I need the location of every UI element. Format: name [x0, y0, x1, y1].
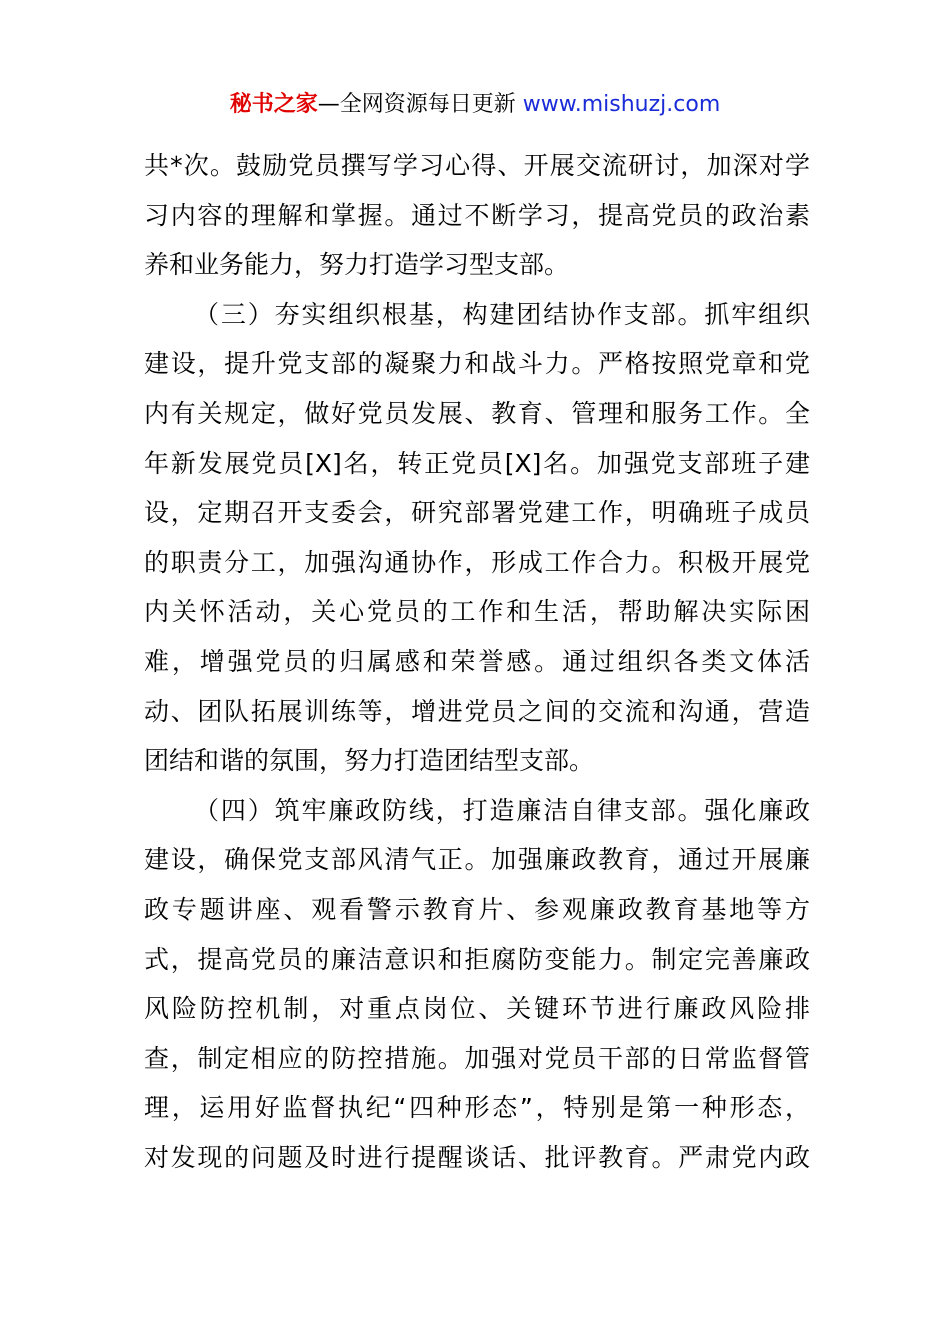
text-line: 对发现的问题及时进行提醒谈话、批评教育。严肃党内政	[144, 1142, 810, 1172]
text-line: 查，制定相应的防控措施。加强对党员干部的日常监督管	[144, 1043, 810, 1073]
text-line: 建设，确保党支部风清气正。加强廉政教育，通过开展廉	[144, 845, 810, 875]
text-line: 养和业务能力，努力打造学习型支部。	[144, 250, 570, 280]
text-line: 政专题讲座、观看警示教育片、参观廉政教育基地等方	[144, 894, 810, 924]
brand-name: 秘书之家	[229, 92, 318, 117]
text-line: 建设，提升党支部的凝聚力和战斗力。严格按照党章和党	[144, 349, 810, 379]
text-line: 内关怀活动，关心党员的工作和生活，帮助解决实际困	[144, 597, 810, 627]
text-line: 动、团队拓展训练等，增进党员之间的交流和沟通，营造	[144, 696, 810, 726]
text-line: 设，定期召开支委会，研究部署党建工作，明确班子成员	[144, 498, 810, 528]
document-body	[144, 141, 810, 1182]
text-line: 共*次。鼓励党员撰写学习心得、开展交流研讨，加深对学	[144, 151, 810, 180]
text-line: 风险防控机制，对重点岗位、关键环节进行廉政风险排	[144, 994, 810, 1024]
section-heading-line: （三）夯实组织根基，构建团结协作支部。抓牢组织	[194, 299, 810, 329]
text-line: 理，运用好监督执纪“四种形态”，特别是第一种形态，	[144, 1093, 810, 1123]
site-url: www.mishuzj.com	[522, 92, 721, 117]
text-line: 团结和谐的氛围，努力打造团结型支部。	[144, 746, 595, 776]
text-line: 式，提高党员的廉洁意识和拒腐防变能力。制定完善廉政	[144, 944, 810, 974]
section-heading-line: （四）筑牢廉政防线，打造廉洁自律支部。强化廉政	[194, 795, 810, 825]
text-line: 年新发展党员[X]名，转正党员[X]名。加强党支部班子建	[144, 448, 810, 478]
header-slogan: —全网资源每日更新	[317, 92, 516, 117]
page-header	[0, 88, 950, 122]
text-line: 习内容的理解和掌握。通过不断学习，提高党员的政治素	[144, 200, 810, 230]
text-line: 内有关规定，做好党员发展、教育、管理和服务工作。全	[144, 398, 810, 428]
text-line: 难，增强党员的归属感和荣誉感。通过组织各类文体活	[144, 646, 810, 676]
text-line: 的职责分工，加强沟通协作，形成工作合力。积极开展党	[144, 547, 810, 577]
